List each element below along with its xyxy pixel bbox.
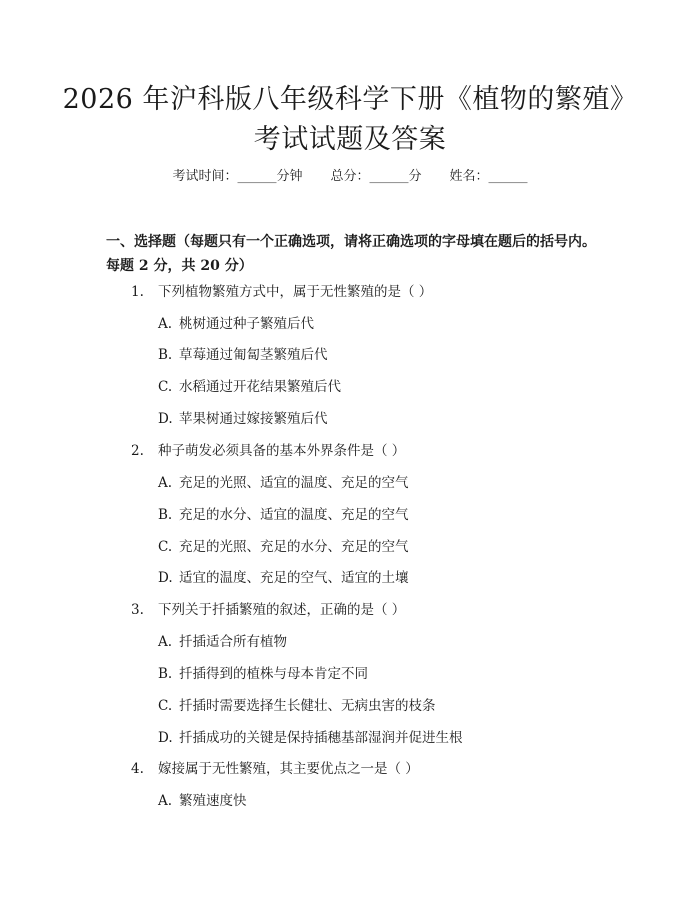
total-score-field: 总分：______分	[330, 169, 422, 184]
question-2-option-a	[158, 473, 409, 493]
option-text: 扦插适合所有植物	[179, 634, 287, 650]
option-text: 扦插成功的关键是保持插穗基部湿润并促进生根	[179, 730, 463, 746]
option-letter: C.	[158, 698, 173, 714]
question-1-option-c	[158, 377, 341, 397]
option-letter: C.	[158, 379, 173, 395]
question-2-option-b	[158, 505, 409, 525]
option-text: 水稻通过开花结果繁殖后代	[179, 379, 341, 395]
question-3-option-a	[158, 632, 287, 652]
question-number: 3.	[131, 602, 144, 618]
question-1-option-a	[158, 314, 314, 334]
option-letter: A.	[158, 475, 173, 491]
question-3-option-c	[158, 696, 436, 716]
option-text: 苹果树通过嫁接繁殖后代	[179, 411, 328, 427]
option-letter: B.	[158, 507, 173, 523]
question-text: 下列关于扦插繁殖的叙述，正确的是（ ）	[158, 602, 406, 618]
exam-title: 2026 年沪科版八年级科学下册《植物的繁殖》考试试题及答案	[62, 84, 638, 155]
question-2	[131, 441, 405, 461]
option-letter: A.	[158, 793, 173, 809]
exam-info-line	[0, 167, 700, 187]
question-text: 嫁接属于无性繁殖，其主要优点之一是（ ）	[158, 761, 419, 777]
option-letter: A.	[158, 316, 173, 332]
option-text: 充足的水分、适宜的温度、充足的空气	[179, 507, 409, 523]
question-1-option-b	[158, 345, 328, 365]
question-number: 4.	[131, 761, 144, 777]
option-text: 适宜的温度、充足的空气、适宜的土壤	[179, 570, 409, 586]
option-text: 充足的光照、充足的水分、充足的空气	[179, 539, 409, 555]
option-letter: D.	[158, 570, 173, 586]
question-number: 1.	[131, 284, 144, 300]
question-3	[131, 600, 405, 620]
option-text: 繁殖速度快	[179, 793, 247, 809]
question-3-option-b	[158, 664, 368, 684]
question-number: 2.	[131, 443, 144, 459]
question-1-option-d	[158, 409, 328, 429]
option-letter: B.	[158, 347, 173, 363]
option-letter: D.	[158, 411, 173, 427]
option-letter: A.	[158, 634, 173, 650]
option-letter: B.	[158, 666, 173, 682]
question-4	[131, 759, 419, 779]
option-text: 扦插时需要选择生长健壮、无病虫害的枝条	[179, 698, 436, 714]
question-text: 种子萌发必须具备的基本外界条件是（ ）	[158, 443, 406, 459]
question-2-option-c	[158, 537, 409, 557]
option-text: 充足的光照、适宜的温度、充足的空气	[179, 475, 409, 491]
option-text: 桃树通过种子繁殖后代	[179, 316, 314, 332]
option-letter: C.	[158, 539, 173, 555]
option-text: 草莓通过匍匐茎繁殖后代	[179, 347, 328, 363]
question-1	[131, 282, 432, 302]
option-letter: D.	[158, 730, 173, 746]
student-name-field: 姓名：______	[449, 169, 528, 184]
section-heading: 一、选择题（每题只有一个正确选项，请将正确选项的字母填在题后的括号内。每题 2 分，共 20 分）	[106, 234, 596, 274]
question-3-option-d	[158, 728, 463, 748]
question-text: 下列植物繁殖方式中，属于无性繁殖的是（ ）	[158, 284, 433, 300]
option-text: 扦插得到的植株与母本肯定不同	[179, 666, 368, 682]
exam-time-field: 考试时间：______分钟	[172, 169, 303, 184]
question-2-option-d	[158, 568, 409, 588]
question-4-option-a	[158, 791, 247, 811]
